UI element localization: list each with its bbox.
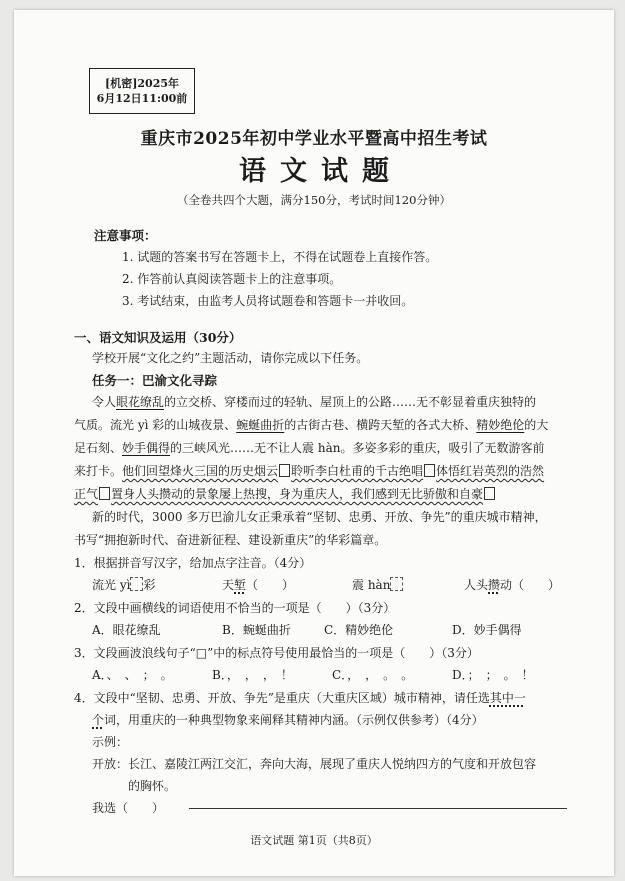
example-label: 示例： xyxy=(92,735,129,749)
example-line-1: 开放：长江、嘉陵江两江交汇，奔向大海，展现了重庆人悦纳四方的气度和开放包容 xyxy=(92,757,537,771)
subject-title: 语文试题 xyxy=(239,156,403,187)
q3-option-c: C．， ， 。 。 xyxy=(332,668,414,682)
notice-item-2: 2. 作答前认真阅读答题卡上的注意事项。 xyxy=(122,272,342,286)
question-1-stem: 1．根据拼音写汉字，给加点字注音。（4分） xyxy=(74,556,312,570)
section-1-intro: 学校开展“文化之约”主题活动，请你完成以下任务。 xyxy=(92,351,369,365)
passage-line-7: 书写“拥抱新时代、奋进新征程、建设新重庆”的华彩篇章。 xyxy=(74,533,387,547)
passage-line-6: 新的时代，3000 多万巴渝儿女正秉承着“坚韧、忠勇、开放、争先”的重庆城市精神， xyxy=(92,510,547,524)
q1-item-1: 流光 yì 彩 xyxy=(92,578,156,592)
punct-blank-1 xyxy=(279,464,290,477)
q3-option-b: B．， ， ， ！ xyxy=(212,668,293,682)
passage-line-5: 正气 置身人头攒动的景象屡上热搜，身为重庆人，我们感到无比骄傲和自豪 xyxy=(74,485,496,502)
punct-blank-4 xyxy=(484,487,495,500)
passage-line-2: 气质。流光 yì 彩的山城夜景、蜿蜒曲折的古街古巷、横跨天堑的各式大桥、精妙绝伦的大 xyxy=(74,418,549,432)
punct-blank-3 xyxy=(99,487,110,500)
q1-item-2: 天堑（ ） xyxy=(222,578,295,592)
q1-item-4: 人头攒动（ ） xyxy=(464,578,561,592)
answer-line xyxy=(189,808,567,809)
q2-option-b: B．蜿蜒曲折 xyxy=(222,623,291,637)
question-3-stem: 3．文段画波浪线句子“□”中的标点符号使用最恰当的一项是（ ）（3分） xyxy=(74,646,479,660)
q2-option-d: D．妙手偶得 xyxy=(452,623,522,637)
char-grid-2 xyxy=(390,577,403,591)
passage-line-4: 来打卡。他们回望烽火三国的历史烟云 聆听李白杜甫的千古绝唱 体悟红岩英烈的浩然 xyxy=(74,464,545,478)
section-1-heading: 一、语文知识及运用（30分） xyxy=(74,330,242,345)
question-4-line-2: 个词，用重庆的一种典型物象来阐释其精神内涵。（示例仅供参考）（4分） xyxy=(92,713,484,727)
notice-item-3: 3. 考试结束，由监考人员将试题卷和答题卡一并收回。 xyxy=(122,294,414,308)
page-footer: 语文试题 第1页（共8页） xyxy=(250,834,378,847)
notice-heading: 注意事项： xyxy=(94,228,157,243)
example-line-2: 的胸怀。 xyxy=(128,779,177,793)
passage-line-1: 令人眼花缭乱的立交桥、穿楼而过的轻轨、屋顶上的公路……无不彰显着重庆独特的 xyxy=(92,395,537,409)
char-grid-1 xyxy=(130,577,143,591)
question-4-line-1: 4．文段中“坚韧、忠勇、开放、争先”是重庆（大重庆区域）城市精神，请任选其中一 xyxy=(74,691,526,705)
exam-paper xyxy=(14,10,614,876)
passage-line-3: 足石刻、妙手偶得的三峡风光……无不让人震 hàn。多姿多彩的重庆，吸引了无数游客前 xyxy=(74,441,545,455)
question-2-stem: 2．文段中画横线的词语使用不恰当的一项是（ ）（3分） xyxy=(74,601,396,615)
q1-item-3: 震 hàn xyxy=(352,576,403,593)
task-1-heading: 任务一：巴渝文化寻踪 xyxy=(92,373,218,388)
confidential-box xyxy=(89,68,195,114)
exam-title: 重庆市2025年初中学业水平暨高中招生考试 xyxy=(140,129,488,149)
q2-option-c: C．精妙绝伦 xyxy=(324,623,394,637)
notice-item-1: 1. 试题的答案书写在答题卡上，不得在试题卷上直接作答。 xyxy=(122,250,438,264)
q3-option-a: A．、 、 ； 。 xyxy=(92,668,173,682)
punct-blank-2 xyxy=(424,464,435,477)
secret-line-2: 6月12日11:00前 xyxy=(96,92,188,105)
q2-option-a: A．眼花缭乱 xyxy=(92,623,161,637)
q3-option-d: D．； ； 。 ！ xyxy=(452,668,534,682)
exam-info: （全卷共四个大题，满分150分，考试时间120分钟） xyxy=(177,193,451,207)
choose-label: 我选（ ） xyxy=(92,801,165,815)
secret-line-1: [机密]2025年 xyxy=(104,77,180,90)
